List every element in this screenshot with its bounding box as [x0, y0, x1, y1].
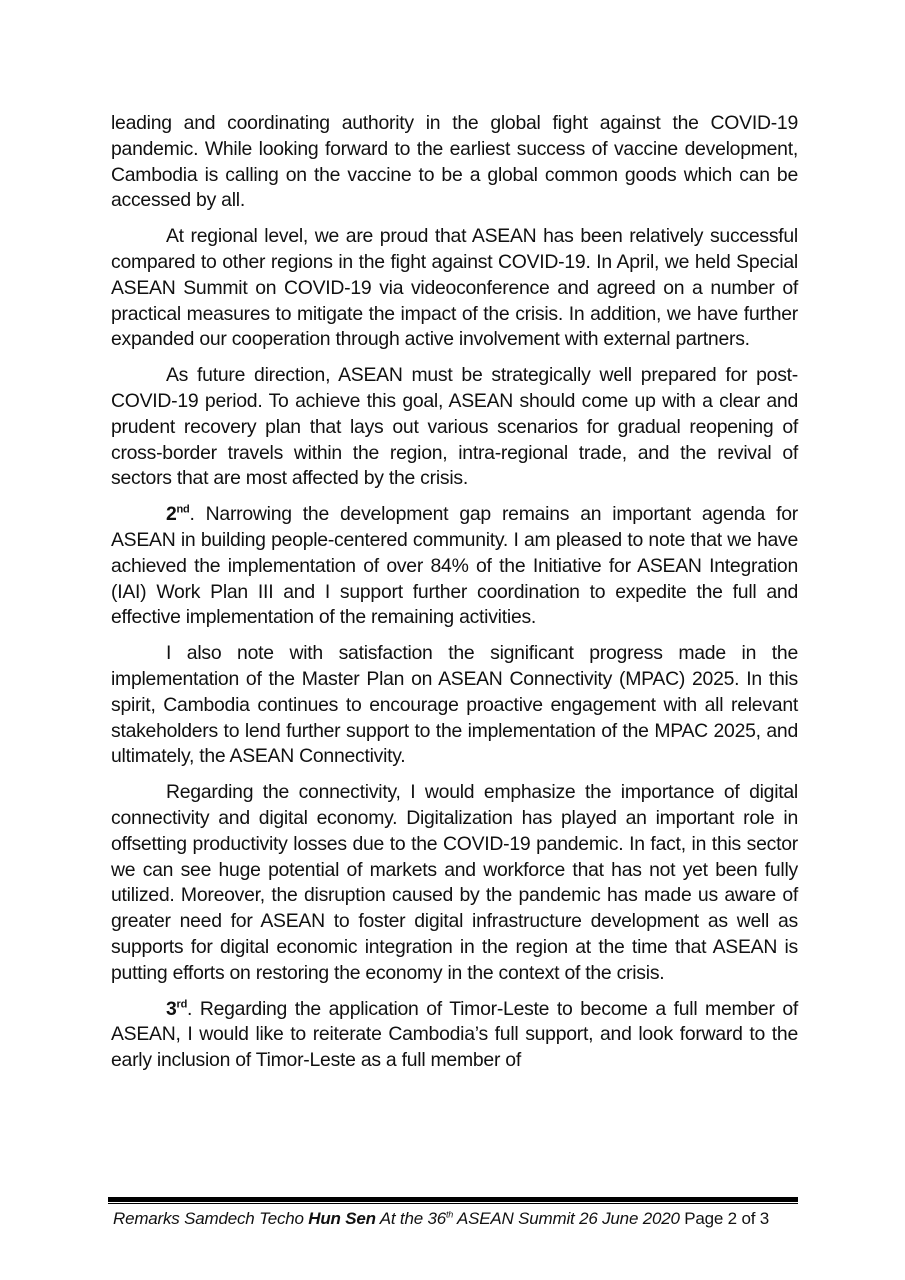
paragraph: Regarding the connectivity, I would emphasize the importance of digital connectivity and digital economy. Digitalization has played an important role in offsetting productivity losses due to the COVID-19 pandemic. In fact, in this sector we can see huge potential of markets and workforce that has not yet been fully utilized. Moreover, the disruption caused by the pandemic has made us aware of greater need for ASEAN to foster digital infrastructure development as well as supports for digital economic integration in the region at the time that ASEAN is putting efforts on restoring the economy in the context of the crisis.	[111, 781, 798, 984]
footer-event: ASEAN Summit 26 June 2020	[453, 1209, 680, 1228]
footer-speaker-name: Hun Sen	[308, 1209, 376, 1228]
ordinal-number: 2	[166, 503, 177, 526]
page-footer	[113, 1209, 769, 1229]
ordinal-suffix: nd	[176, 503, 190, 516]
paragraph-text: . Regarding the application of Timor-Leste to become a full member of ASEAN, I would like to reiterate Cambodia’s full support, and look forward to the early inclusion of Timor-Leste as a full member of	[111, 997, 798, 1072]
footer-mid: At the 36	[375, 1209, 446, 1228]
ordinal-number: 3	[166, 997, 177, 1020]
paragraph: At regional level, we are proud that ASEAN has been relatively successful compared to other regions in the fight against COVID-19. In April, we held Special ASEAN Summit on COVID-19 via videoconference and agreed on a number of practical measures to mitigate the impact of the crisis. In addition, we have further expanded our cooperation through active involvement with external partners.	[111, 225, 798, 351]
document-body	[111, 111, 798, 1084]
ordinal-suffix: rd	[176, 998, 188, 1011]
paragraph-point-3	[111, 997, 798, 1074]
footer-rule-thin	[108, 1203, 798, 1204]
paragraph: As future direction, ASEAN must be strategically well prepared for post-COVID-19 period. To achieve this goal, ASEAN should come up with a clear and prudent recovery plan that lays out various scenarios for gradual reopening of cross-border travels within the region, intra-regional trade, and the revival of sectors that are most affected by the crisis.	[111, 364, 798, 490]
paragraph: leading and coordinating authority in the global fight against the COVID-19 pandemic. While looking forward to the earliest success of vaccine development, Cambodia is calling on the vaccine to be a global common goods which can be accessed by all.	[111, 112, 798, 212]
paragraph-point-2	[111, 502, 798, 631]
footer-prefix: Remarks Samdech Techo	[113, 1209, 309, 1228]
footer-rule-thick	[108, 1197, 798, 1202]
footer-mid-sup: th	[446, 1209, 454, 1220]
paragraph: I also note with satisfaction the significant progress made in the implementation of the Master Plan on ASEAN Connectivity (MPAC) 2025. In this spirit, Cambodia continues to encourage proactive engagement with all relevant stakeholders to lend further support to the implementation of the MPAC 2025, and ultimately, the ASEAN Connectivity.	[111, 642, 798, 768]
paragraph-text: . Narrowing the development gap remains an important agenda for ASEAN in building people-centered community. I am pleased to note that we have achieved the implementation of over 84% of the Initiative for ASEAN Integration (IAI) Work Plan III and I support further coordination to expedite the full and effective implementation of the remaining activities.	[111, 503, 798, 629]
page-number: Page 2 of 3	[679, 1209, 770, 1228]
